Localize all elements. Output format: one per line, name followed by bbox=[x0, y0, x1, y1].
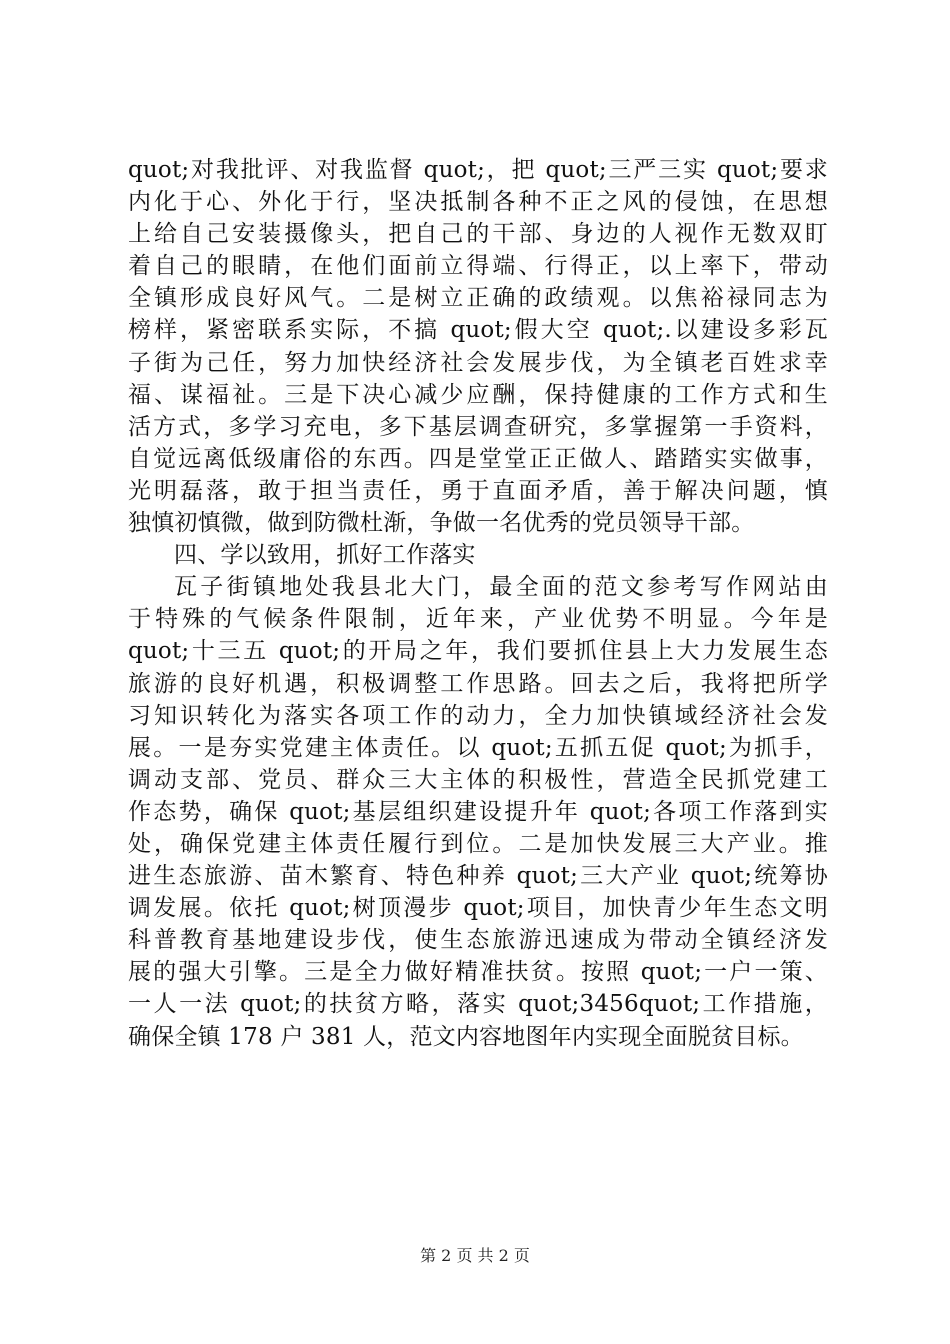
text-line: 调动支部、党员、群众三大主体的积极性，营造全民抓党建工 bbox=[128, 766, 828, 793]
text-line: 着自己的眼睛，在他们面前立得端、行得正，以上率下，带动 bbox=[128, 253, 828, 280]
text-line: 调发展。依托 quot;树顶漫步 quot;项目，加快青少年生态文明 bbox=[128, 895, 828, 922]
text-line: 独慎初慎微，做到防微杜渐，争做一名优秀的党员领导干部。 bbox=[128, 510, 755, 537]
text-line: 展。一是夯实党建主体责任。以 quot;五抓五促 quot;为抓手， bbox=[128, 734, 828, 761]
text-line: 作态势，确保 quot;基层组织建设提升年 quot;各项工作落到实 bbox=[128, 798, 828, 825]
page-number-footer: 第 2 页 共 2 页 bbox=[420, 1246, 530, 1265]
text-line: 子街为己任，努力加快经济社会发展步伐，为全镇老百姓求幸 bbox=[128, 349, 828, 376]
text-line: 展的强大引擎。三是全力做好精准扶贫。按照 quot;一户一策、 bbox=[128, 959, 828, 986]
text-line: 进生态旅游、苗木繁育、特色种养 quot;三大产业 quot;统筹协 bbox=[128, 863, 828, 890]
text-line: 确保全镇 178 户 381 人，范文内容地图年内实现全面脱贫目标。 bbox=[128, 1023, 804, 1050]
text-line: 旅游的良好机遇，积极调整工作思路。回去之后，我将把所学 bbox=[128, 670, 828, 697]
paragraph bbox=[128, 571, 828, 1052]
text-line: 习知识转化为落实各项工作的动力，全力加快镇域经济社会发 bbox=[128, 702, 828, 729]
text-line: 光明磊落，敢于担当责任，勇于直面矛盾，善于解决问题，慎 bbox=[128, 477, 828, 504]
paragraph bbox=[128, 154, 828, 539]
text-line: 处，确保党建主体责任履行到位。二是加快发展三大产业。推 bbox=[128, 830, 828, 857]
text-line: 榜样，紧密联系实际，不搞 quot;假大空 quot;.以建设多彩瓦 bbox=[128, 317, 828, 344]
document-body bbox=[128, 154, 828, 1053]
text-line: 于特殊的气候条件限制，近年来，产业优势不明显。今年是 bbox=[128, 606, 828, 633]
section-heading: 四、学以致用，抓好工作落实 bbox=[174, 542, 476, 569]
text-line: 福、谋福祉。三是下决心减少应酬，保持健康的工作方式和生 bbox=[128, 381, 828, 408]
text-line: 活方式，多学习充电，多下基层调查研究，多掌握第一手资料， bbox=[128, 413, 828, 440]
text-line: 全镇形成良好风气。二是树立正确的政绩观。以焦裕禄同志为 bbox=[128, 285, 828, 312]
text-line: 科普教育基地建设步伐，使生态旅游迅速成为带动全镇经济发 bbox=[128, 927, 828, 954]
text-line: 上给自己安装摄像头，把自己的干部、身边的人视作无数双盯 bbox=[128, 221, 828, 248]
text-line: 瓦子街镇地处我县北大门，最全面的范文参考写作网站由 bbox=[174, 574, 828, 601]
text-line: 一人一法 quot;的扶贫方略，落实 quot;3456quot;工作措施， bbox=[128, 991, 828, 1018]
text-line: 自觉远离低级庸俗的东西。四是堂堂正正做人、踏踏实实做事， bbox=[128, 445, 828, 472]
text-line: 内化于心、外化于行，坚决抵制各种不正之风的侵蚀，在思想 bbox=[128, 189, 828, 216]
text-line: quot;对我批评、对我监督 quot;，把 quot;三严三实 quot;要求 bbox=[128, 157, 828, 183]
text-line: quot;十三五 quot;的开局之年，我们要抓住县上大力发展生态 bbox=[128, 638, 828, 665]
